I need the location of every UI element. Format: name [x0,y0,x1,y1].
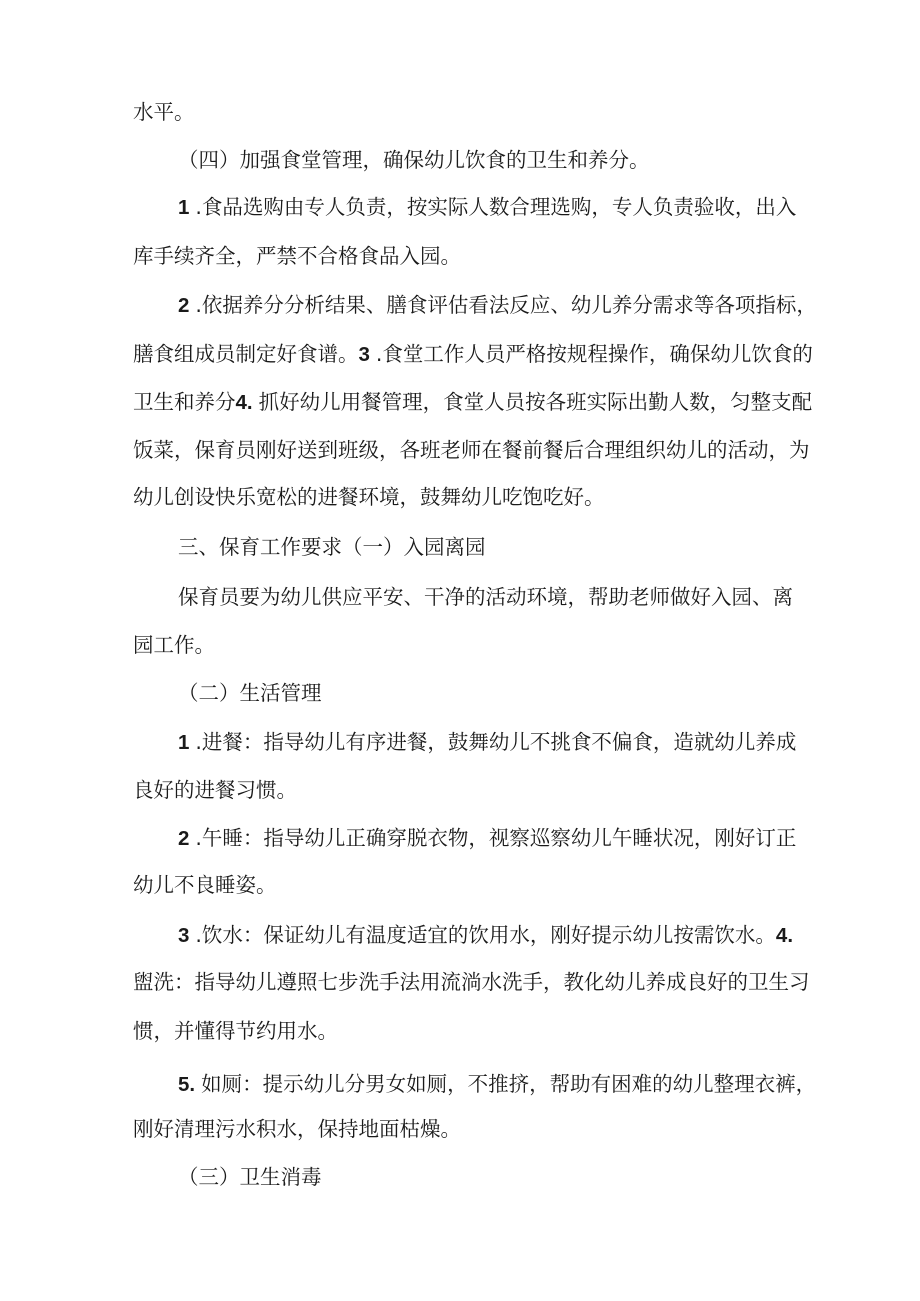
paragraph-fragment: 库手续齐全，严禁不合格食品入园。 [133,244,461,268]
text-line [0,477,920,517]
paragraph-fragment: 幼儿不良睡姿。 [133,873,277,897]
list-number: 1 [178,196,190,219]
list-item-content: .进餐：指导幼儿有序进餐，鼓舞幼儿不挑食不偏食，造就幼儿养成 [195,730,797,754]
list-item [0,1064,920,1104]
list-number: 1 [178,731,190,754]
list-item-content: .饮水：保证幼儿有温度适宜的饮用水，刚好提示幼儿按需饮水。 [195,923,776,947]
list-item [0,722,920,762]
section-heading [0,673,920,713]
paragraph-fragment: 刚好清理污水积水，保持地面枯燥。 [133,1117,461,1141]
text-line [0,962,920,1002]
list-item-text [178,722,797,762]
text-line [0,430,920,470]
paragraph-fragment: 良好的进餐习惯。 [133,778,297,802]
list-item-text [178,187,797,227]
paragraph-fragment: 保育员要为幼儿供应平安、干净的活动环境，帮助老师做好入园、离 [178,585,793,609]
list-item [0,187,920,227]
list-number: 2 [178,827,190,850]
paragraph-fragment: 盥洗：指导幼儿遵照七步洗手法用流淌水洗手，教化幼儿养成良好的卫生习 [133,970,810,994]
paragraph-fragment: 幼儿创设快乐宽松的进餐环境，鼓舞幼儿吃饱吃好。 [133,485,605,509]
section-heading [0,140,920,180]
list-item-content: .食品选购由专人负责，按实际人数合理选购，专人负责验收，出入 [195,195,797,219]
list-item-text [178,1064,817,1104]
list-number: 3 [178,924,190,947]
paragraph-fragment: .食堂工作人员严格按规程操作，确保幼儿饮食的 [375,342,813,366]
list-item-text [178,915,794,955]
text-line [0,382,920,422]
paragraph-fragment: 惯，并懂得节约用水。 [133,1019,338,1043]
heading-text: （三）卫生消毒 [178,1165,322,1189]
paragraph-line [133,382,813,422]
list-number: 3 [358,343,370,366]
heading-text: （二）生活管理 [178,681,322,705]
text-line [0,1109,920,1149]
list-number: 4. [235,391,253,414]
list-item [0,915,920,955]
paragraph-fragment: 卫生和养分 [133,390,236,414]
heading-text: 三、保育工作要求（一）入园离园 [178,535,486,559]
paragraph-fragment: 饭菜，保育员刚好送到班级，各班老师在餐前餐后合理组织幼儿的活动，为 [133,438,810,462]
list-item-content: .午睡：指导幼儿正确穿脱衣物，视察巡察幼儿午睡状况，刚好订正 [195,826,797,850]
paragraph-line [133,334,813,374]
section-heading [0,527,920,567]
paragraph-fragment: 水平。 [133,100,195,124]
list-item [0,818,920,858]
list-item-text [178,285,817,325]
list-number: 4. [775,924,794,947]
section-heading [0,1157,920,1197]
text-line [0,770,920,810]
paragraph-fragment: 膳食组成员制定好食谱。 [133,342,359,366]
list-item [0,285,920,325]
text-line [0,577,920,617]
text-line [0,865,920,905]
text-line [0,236,920,276]
text-line [0,1011,920,1051]
list-number: 5. [178,1073,196,1096]
list-item-text [178,818,797,858]
list-item-content: 如厕：提示幼儿分男女如厕，不推挤，帮助有困难的幼儿整理衣裤， [201,1072,817,1096]
paragraph-fragment: 园工作。 [133,633,215,657]
heading-text: （四）加强食堂管理，确保幼儿饮食的卫生和养分。 [178,148,650,172]
paragraph-fragment: 抓好幼儿用餐管理，食堂人员按各班实际出勤人数，匀整支配 [258,390,813,414]
list-item-content: .依据养分分析结果、膳食评估看法反应、幼儿养分需求等各项指标， [195,293,817,317]
text-line [0,92,920,132]
text-line [0,334,920,374]
text-line [0,625,920,665]
list-number: 2 [178,294,190,317]
